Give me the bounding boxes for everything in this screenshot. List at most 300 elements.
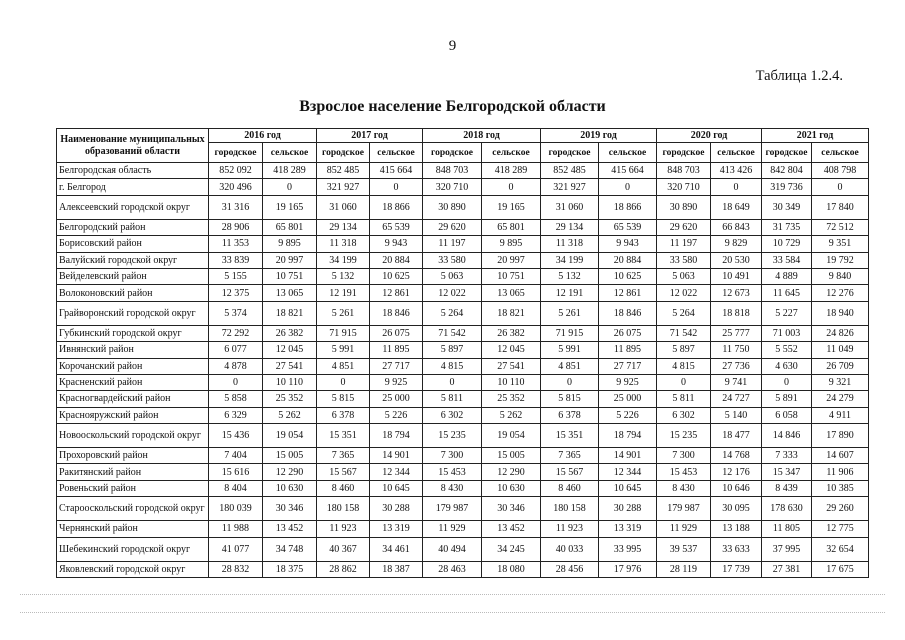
header-rural: сельское [263, 143, 317, 163]
rural-value-cell: 4 911 [812, 407, 869, 423]
urban-value-cell: 12 022 [657, 285, 711, 301]
header-year-2018: 2018 год [423, 129, 541, 143]
municipality-name-cell: Чернянский район [57, 521, 209, 537]
header-urban: городское [762, 143, 812, 163]
rural-value-cell: 20 997 [482, 252, 541, 268]
municipality-name-cell: Грайворонский городской округ [57, 301, 209, 325]
rural-value-cell: 9 895 [482, 236, 541, 252]
table-row [57, 252, 869, 268]
header-year-2019: 2019 год [541, 129, 657, 143]
rural-value-cell: 27 541 [482, 358, 541, 374]
header-rural: сельское [482, 143, 541, 163]
urban-value-cell: 5 261 [317, 301, 370, 325]
rural-value-cell: 19 054 [263, 424, 317, 448]
rural-value-cell: 5 226 [370, 407, 423, 423]
urban-value-cell: 15 351 [317, 424, 370, 448]
urban-value-cell: 7 404 [209, 448, 263, 464]
rural-value-cell: 11 895 [599, 342, 657, 358]
urban-value-cell: 34 199 [541, 252, 599, 268]
urban-value-cell: 11 318 [541, 236, 599, 252]
rural-value-cell: 9 321 [812, 374, 869, 390]
urban-value-cell: 852 485 [541, 163, 599, 179]
urban-value-cell: 33 839 [209, 252, 263, 268]
urban-value-cell: 31 060 [541, 195, 599, 219]
header-urban: городское [657, 143, 711, 163]
table-row [57, 342, 869, 358]
rural-value-cell: 27 736 [711, 358, 762, 374]
urban-value-cell: 848 703 [657, 163, 711, 179]
header-year-2016: 2016 год [209, 129, 317, 143]
table-reference: Таблица 1.2.4. [755, 68, 843, 84]
rural-value-cell: 9 943 [599, 236, 657, 252]
rural-value-cell: 17 675 [812, 561, 869, 577]
urban-value-cell: 5 374 [209, 301, 263, 325]
rural-value-cell: 65 539 [370, 219, 423, 235]
rural-value-cell: 18 821 [263, 301, 317, 325]
rural-value-cell: 5 140 [711, 407, 762, 423]
urban-value-cell: 28 906 [209, 219, 263, 235]
urban-value-cell: 37 995 [762, 537, 812, 561]
rural-value-cell: 14 901 [370, 448, 423, 464]
rural-value-cell: 27 541 [263, 358, 317, 374]
urban-value-cell: 14 846 [762, 424, 812, 448]
rural-value-cell: 10 491 [711, 268, 762, 284]
urban-value-cell: 6 378 [541, 407, 599, 423]
urban-value-cell: 5 811 [657, 391, 711, 407]
rural-value-cell: 13 065 [263, 285, 317, 301]
rural-value-cell: 13 065 [482, 285, 541, 301]
urban-value-cell: 27 381 [762, 561, 812, 577]
rural-value-cell: 15 005 [482, 448, 541, 464]
rural-value-cell: 9 351 [812, 236, 869, 252]
municipality-name-cell: Прохоровский район [57, 448, 209, 464]
rural-value-cell: 10 751 [263, 268, 317, 284]
rural-value-cell: 18 794 [370, 424, 423, 448]
rural-value-cell: 19 165 [263, 195, 317, 219]
rural-value-cell: 12 290 [263, 464, 317, 480]
rural-value-cell: 5 226 [599, 407, 657, 423]
urban-value-cell: 33 580 [657, 252, 711, 268]
rural-value-cell: 10 625 [370, 268, 423, 284]
table-row [57, 219, 869, 235]
urban-value-cell: 6 378 [317, 407, 370, 423]
table-body [57, 163, 869, 578]
urban-value-cell: 11 318 [317, 236, 370, 252]
rural-value-cell: 13 319 [370, 521, 423, 537]
urban-value-cell: 6 302 [423, 407, 482, 423]
urban-value-cell: 15 453 [423, 464, 482, 480]
rural-value-cell: 17 840 [812, 195, 869, 219]
urban-value-cell: 4 630 [762, 358, 812, 374]
urban-value-cell: 15 235 [657, 424, 711, 448]
urban-value-cell: 319 736 [762, 179, 812, 195]
municipality-name-cell: Новооскольский городской округ [57, 424, 209, 448]
rural-value-cell: 27 717 [370, 358, 423, 374]
urban-value-cell: 4 815 [657, 358, 711, 374]
urban-value-cell: 179 987 [423, 497, 482, 521]
rural-value-cell: 30 346 [482, 497, 541, 521]
urban-value-cell: 6 058 [762, 407, 812, 423]
municipality-name-cell: Красненский район [57, 374, 209, 390]
rural-value-cell: 12 861 [599, 285, 657, 301]
urban-value-cell: 11 929 [423, 521, 482, 537]
urban-value-cell: 848 703 [423, 163, 482, 179]
rural-value-cell: 25 000 [599, 391, 657, 407]
urban-value-cell: 7 300 [657, 448, 711, 464]
urban-value-cell: 0 [423, 374, 482, 390]
rural-value-cell: 12 276 [812, 285, 869, 301]
rural-value-cell: 0 [711, 179, 762, 195]
rural-value-cell: 12 290 [482, 464, 541, 480]
urban-value-cell: 8 404 [209, 480, 263, 496]
municipality-name-cell: Корочанский район [57, 358, 209, 374]
table-row [57, 521, 869, 537]
rural-value-cell: 18 846 [599, 301, 657, 325]
urban-value-cell: 15 436 [209, 424, 263, 448]
urban-value-cell: 7 365 [541, 448, 599, 464]
urban-value-cell: 5 155 [209, 268, 263, 284]
table-row [57, 236, 869, 252]
rural-value-cell: 14 901 [599, 448, 657, 464]
header-rural: сельское [599, 143, 657, 163]
rural-value-cell: 30 288 [599, 497, 657, 521]
urban-value-cell: 31 060 [317, 195, 370, 219]
rural-value-cell: 25 000 [370, 391, 423, 407]
rural-value-cell: 17 890 [812, 424, 869, 448]
table-row [57, 561, 869, 577]
municipality-name-cell: Шебекинский городской округ [57, 537, 209, 561]
rural-value-cell: 18 477 [711, 424, 762, 448]
municipality-name-cell: Вейделевский район [57, 268, 209, 284]
rural-value-cell: 26 382 [263, 325, 317, 341]
urban-value-cell: 6 077 [209, 342, 263, 358]
rural-value-cell: 408 798 [812, 163, 869, 179]
rural-value-cell: 0 [482, 179, 541, 195]
rural-value-cell: 12 673 [711, 285, 762, 301]
rural-value-cell: 9 840 [812, 268, 869, 284]
rural-value-cell: 66 843 [711, 219, 762, 235]
rural-value-cell: 26 709 [812, 358, 869, 374]
urban-value-cell: 11 353 [209, 236, 263, 252]
urban-value-cell: 0 [541, 374, 599, 390]
urban-value-cell: 6 329 [209, 407, 263, 423]
urban-value-cell: 0 [762, 374, 812, 390]
rural-value-cell: 29 260 [812, 497, 869, 521]
rural-value-cell: 11 895 [370, 342, 423, 358]
urban-value-cell: 30 349 [762, 195, 812, 219]
urban-value-cell: 5 897 [423, 342, 482, 358]
urban-value-cell: 40 367 [317, 537, 370, 561]
rural-value-cell: 11 049 [812, 342, 869, 358]
urban-value-cell: 12 375 [209, 285, 263, 301]
rural-value-cell: 12 861 [370, 285, 423, 301]
urban-value-cell: 33 584 [762, 252, 812, 268]
rural-value-cell: 12 775 [812, 521, 869, 537]
rural-value-cell: 26 075 [599, 325, 657, 341]
urban-value-cell: 5 132 [317, 268, 370, 284]
rural-value-cell: 13 452 [482, 521, 541, 537]
rural-value-cell: 17 976 [599, 561, 657, 577]
urban-value-cell: 12 191 [317, 285, 370, 301]
urban-value-cell: 4 815 [423, 358, 482, 374]
rural-value-cell: 12 176 [711, 464, 762, 480]
rural-value-cell: 19 165 [482, 195, 541, 219]
page-number: 9 [448, 38, 457, 54]
table-header [57, 129, 869, 163]
rural-value-cell: 30 095 [711, 497, 762, 521]
urban-value-cell: 0 [657, 374, 711, 390]
rural-value-cell: 65 539 [599, 219, 657, 235]
urban-value-cell: 5 552 [762, 342, 812, 358]
header-rural: сельское [812, 143, 869, 163]
urban-value-cell: 179 987 [657, 497, 711, 521]
rural-value-cell: 15 005 [263, 448, 317, 464]
urban-value-cell: 842 804 [762, 163, 812, 179]
rural-value-cell: 20 997 [263, 252, 317, 268]
urban-value-cell: 8 430 [657, 480, 711, 496]
urban-value-cell: 178 630 [762, 497, 812, 521]
urban-value-cell: 71 003 [762, 325, 812, 341]
municipality-name-cell: Белгородская область [57, 163, 209, 179]
rural-value-cell: 24 727 [711, 391, 762, 407]
rural-value-cell: 10 645 [370, 480, 423, 496]
header-urban: городское [317, 143, 370, 163]
header-urban: городское [423, 143, 482, 163]
urban-value-cell: 15 235 [423, 424, 482, 448]
urban-value-cell: 0 [209, 374, 263, 390]
urban-value-cell: 11 923 [541, 521, 599, 537]
urban-value-cell: 8 460 [317, 480, 370, 496]
header-urban: городское [209, 143, 263, 163]
urban-value-cell: 39 537 [657, 537, 711, 561]
rural-value-cell: 10 110 [263, 374, 317, 390]
header-rural: сельское [711, 143, 762, 163]
urban-value-cell: 320 710 [657, 179, 711, 195]
urban-value-cell: 29 134 [317, 219, 370, 235]
urban-value-cell: 11 929 [657, 521, 711, 537]
rural-value-cell: 65 801 [482, 219, 541, 235]
urban-value-cell: 8 460 [541, 480, 599, 496]
urban-value-cell: 31 316 [209, 195, 263, 219]
urban-value-cell: 11 923 [317, 521, 370, 537]
urban-value-cell: 71 915 [541, 325, 599, 341]
rural-value-cell: 33 633 [711, 537, 762, 561]
rural-value-cell: 30 288 [370, 497, 423, 521]
rural-value-cell: 27 717 [599, 358, 657, 374]
rural-value-cell: 18 866 [599, 195, 657, 219]
rural-value-cell: 26 075 [370, 325, 423, 341]
urban-value-cell: 71 542 [423, 325, 482, 341]
urban-value-cell: 5 261 [541, 301, 599, 325]
rural-value-cell: 25 352 [263, 391, 317, 407]
urban-value-cell: 28 463 [423, 561, 482, 577]
urban-value-cell: 5 063 [657, 268, 711, 284]
municipality-name-cell: Белгородский район [57, 219, 209, 235]
municipality-name-cell: Ракитянский район [57, 464, 209, 480]
municipality-name-cell: Борисовский район [57, 236, 209, 252]
municipality-name-cell: Губкинский городской округ [57, 325, 209, 341]
rural-value-cell: 25 352 [482, 391, 541, 407]
municipality-name-cell: Краснояружский район [57, 407, 209, 423]
urban-value-cell: 30 890 [423, 195, 482, 219]
rural-value-cell: 10 645 [599, 480, 657, 496]
rural-value-cell: 12 344 [370, 464, 423, 480]
scan-dotted-line [20, 612, 885, 613]
urban-value-cell: 7 365 [317, 448, 370, 464]
urban-value-cell: 12 191 [541, 285, 599, 301]
table-row [57, 325, 869, 341]
table-row [57, 497, 869, 521]
urban-value-cell: 11 197 [423, 236, 482, 252]
table-row [57, 424, 869, 448]
rural-value-cell: 9 895 [263, 236, 317, 252]
rural-value-cell: 418 289 [263, 163, 317, 179]
table-row [57, 195, 869, 219]
urban-value-cell: 320 496 [209, 179, 263, 195]
urban-value-cell: 180 158 [541, 497, 599, 521]
header-year-2021: 2021 год [762, 129, 869, 143]
rural-value-cell: 18 940 [812, 301, 869, 325]
urban-value-cell: 5 858 [209, 391, 263, 407]
municipality-name-cell: г. Белгород [57, 179, 209, 195]
urban-value-cell: 71 915 [317, 325, 370, 341]
urban-value-cell: 5 991 [317, 342, 370, 358]
urban-value-cell: 8 430 [423, 480, 482, 496]
urban-value-cell: 29 134 [541, 219, 599, 235]
rural-value-cell: 9 943 [370, 236, 423, 252]
table-row [57, 391, 869, 407]
municipality-name-cell: Валуйский городской округ [57, 252, 209, 268]
rural-value-cell: 13 188 [711, 521, 762, 537]
rural-value-cell: 0 [812, 179, 869, 195]
rural-value-cell: 10 630 [263, 480, 317, 496]
urban-value-cell: 33 580 [423, 252, 482, 268]
urban-value-cell: 15 567 [317, 464, 370, 480]
scan-dotted-line [20, 594, 885, 595]
table-row [57, 407, 869, 423]
table-row [57, 268, 869, 284]
rural-value-cell: 18 375 [263, 561, 317, 577]
urban-value-cell: 0 [317, 374, 370, 390]
table-row [57, 179, 869, 195]
rural-value-cell: 12 045 [482, 342, 541, 358]
urban-value-cell: 5 132 [541, 268, 599, 284]
urban-value-cell: 15 347 [762, 464, 812, 480]
table-row [57, 464, 869, 480]
urban-value-cell: 4 878 [209, 358, 263, 374]
table-row [57, 358, 869, 374]
rural-value-cell: 18 866 [370, 195, 423, 219]
urban-value-cell: 28 456 [541, 561, 599, 577]
rural-value-cell: 30 346 [263, 497, 317, 521]
rural-value-cell: 32 654 [812, 537, 869, 561]
rural-value-cell: 18 387 [370, 561, 423, 577]
rural-value-cell: 20 530 [711, 252, 762, 268]
rural-value-cell: 415 664 [599, 163, 657, 179]
rural-value-cell: 18 080 [482, 561, 541, 577]
rural-value-cell: 14 607 [812, 448, 869, 464]
rural-value-cell: 9 925 [370, 374, 423, 390]
table-row [57, 301, 869, 325]
urban-value-cell: 7 300 [423, 448, 482, 464]
rural-value-cell: 11 906 [812, 464, 869, 480]
rural-value-cell: 415 664 [370, 163, 423, 179]
rural-value-cell: 34 461 [370, 537, 423, 561]
urban-value-cell: 28 862 [317, 561, 370, 577]
urban-value-cell: 15 453 [657, 464, 711, 480]
urban-value-cell: 5 815 [541, 391, 599, 407]
urban-value-cell: 5 811 [423, 391, 482, 407]
urban-value-cell: 4 851 [317, 358, 370, 374]
urban-value-cell: 11 988 [209, 521, 263, 537]
rural-value-cell: 72 512 [812, 219, 869, 235]
header-rural: сельское [370, 143, 423, 163]
header-urban: городское [541, 143, 599, 163]
rural-value-cell: 9 925 [599, 374, 657, 390]
table-row [57, 448, 869, 464]
rural-value-cell: 413 426 [711, 163, 762, 179]
rural-value-cell: 12 045 [263, 342, 317, 358]
rural-value-cell: 9 829 [711, 236, 762, 252]
rural-value-cell: 0 [370, 179, 423, 195]
table-row [57, 163, 869, 179]
urban-value-cell: 72 292 [209, 325, 263, 341]
urban-value-cell: 5 227 [762, 301, 812, 325]
urban-value-cell: 5 063 [423, 268, 482, 284]
table-row [57, 480, 869, 496]
population-table [56, 128, 869, 578]
urban-value-cell: 321 927 [317, 179, 370, 195]
urban-value-cell: 11 197 [657, 236, 711, 252]
urban-value-cell: 180 158 [317, 497, 370, 521]
rural-value-cell: 14 768 [711, 448, 762, 464]
urban-value-cell: 4 889 [762, 268, 812, 284]
rural-value-cell: 0 [599, 179, 657, 195]
rural-value-cell: 5 262 [263, 407, 317, 423]
urban-value-cell: 12 022 [423, 285, 482, 301]
urban-value-cell: 15 567 [541, 464, 599, 480]
rural-value-cell: 12 344 [599, 464, 657, 480]
urban-value-cell: 5 264 [657, 301, 711, 325]
table-row [57, 285, 869, 301]
rural-value-cell: 19 792 [812, 252, 869, 268]
urban-value-cell: 5 891 [762, 391, 812, 407]
rural-value-cell: 10 625 [599, 268, 657, 284]
municipality-name-cell: Алексеевский городской округ [57, 195, 209, 219]
rural-value-cell: 418 289 [482, 163, 541, 179]
urban-value-cell: 320 710 [423, 179, 482, 195]
header-year-2020: 2020 год [657, 129, 762, 143]
urban-value-cell: 5 815 [317, 391, 370, 407]
header-municipality: Наименование муниципальных образований области [57, 129, 209, 163]
urban-value-cell: 40 033 [541, 537, 599, 561]
rural-value-cell: 18 794 [599, 424, 657, 448]
urban-value-cell: 28 832 [209, 561, 263, 577]
urban-value-cell: 180 039 [209, 497, 263, 521]
rural-value-cell: 18 846 [370, 301, 423, 325]
header-year-2017: 2017 год [317, 129, 423, 143]
urban-value-cell: 5 264 [423, 301, 482, 325]
urban-value-cell: 31 735 [762, 219, 812, 235]
rural-value-cell: 13 319 [599, 521, 657, 537]
rural-value-cell: 18 649 [711, 195, 762, 219]
urban-value-cell: 4 851 [541, 358, 599, 374]
urban-value-cell: 11 645 [762, 285, 812, 301]
municipality-name-cell: Волоконовский район [57, 285, 209, 301]
urban-value-cell: 71 542 [657, 325, 711, 341]
rural-value-cell: 34 748 [263, 537, 317, 561]
rural-value-cell: 10 110 [482, 374, 541, 390]
